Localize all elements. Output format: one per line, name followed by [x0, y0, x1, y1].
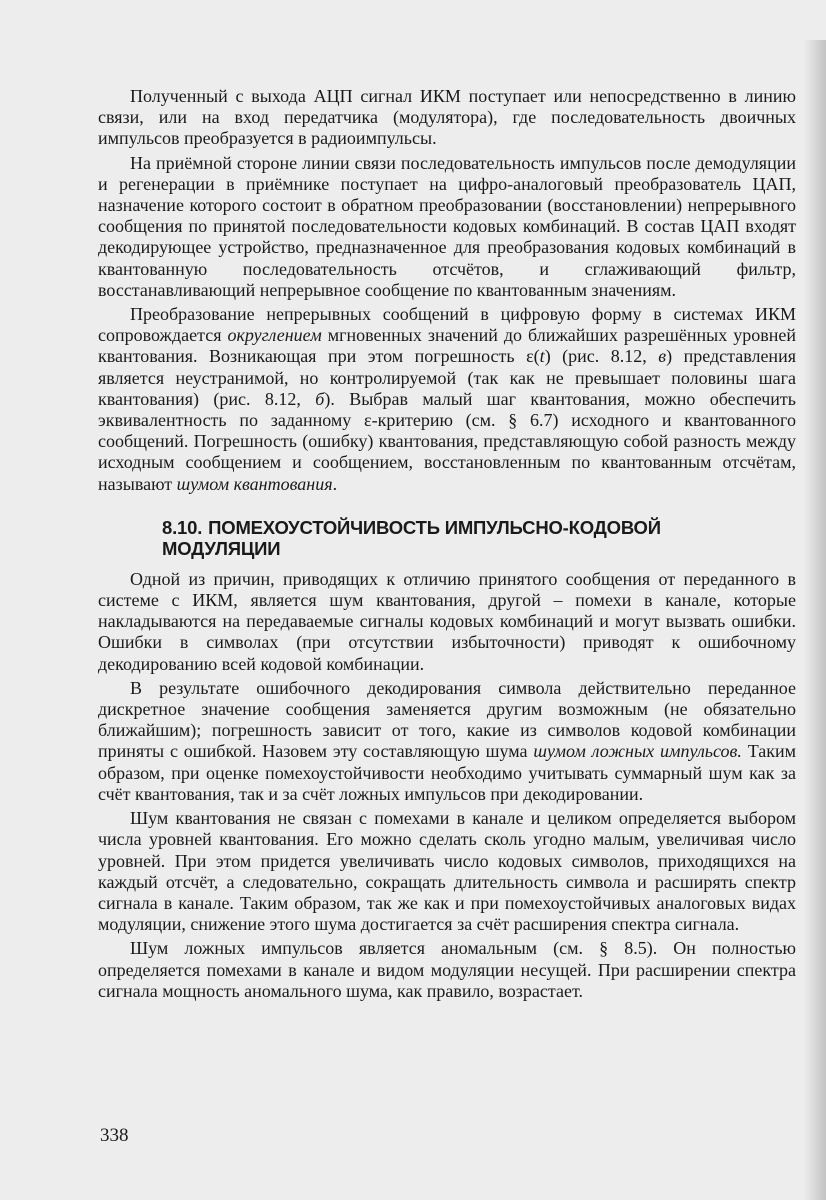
- italic-term: шумом квантования: [176, 473, 333, 494]
- text-run: Полученный с выхода АЦП сигнал ИКМ поступает или непосредственно в линию связи, или на вход передатчика (модулятора), где последовательность двоичных импульсов преобразуется в радиоимпульсы.: [98, 86, 796, 149]
- paragraph: [98, 86, 796, 150]
- page-content: [98, 86, 796, 1002]
- italic-term: шумом ложных импульсов.: [533, 741, 742, 762]
- italic-term: б: [315, 388, 325, 409]
- paragraph: [98, 304, 796, 495]
- text-run: Шум ложных импульсов является аномальным (см. § 8.5). Он полностью определяется помехами в канале и видом модуляции несущей. При расширении спектра сигнала мощность аномального шума, как правило, возрастает.: [98, 938, 796, 1001]
- text-run: Преобразование непрерывных сообщений в цифровую форму в системах ИКМ сопровождается: [98, 304, 796, 346]
- italic-term: в: [658, 346, 667, 367]
- text-run: ) представления является неустранимой, но контролируемой (так как не превышает половины шага квантования) (рис. 8.12,: [98, 346, 796, 409]
- section-title-line2: МОДУЛЯЦИИ: [162, 537, 281, 559]
- paragraph: [98, 808, 796, 935]
- section-title-line1: ПОМЕХОУСТОЙЧИВОСТЬ ИМПУЛЬСНО-КОДОВОЙ: [208, 516, 661, 538]
- italic-term: t: [539, 346, 545, 367]
- text-run: .: [332, 473, 338, 494]
- italic-term: округлением: [227, 325, 322, 346]
- scan-edge-shadow: [804, 40, 826, 1200]
- paragraphs-after-section: [98, 569, 796, 1002]
- paragraph: [98, 153, 796, 301]
- text-run: В результате ошибочного декодирования символа действительно переданное дискретное значение сообщения заменяется другим возможным (не обязательно ближайшим); погрешность зависит от того, какие из символов кодовой комбинации приняты с ошибкой. Назовем эту составляющую шума: [98, 677, 796, 762]
- paragraph: [98, 678, 796, 805]
- text-run: На приёмной стороне линии связи последовательность импульсов после демодуляции и регенерации в приёмнике поступает на цифро-аналоговый преобразователь ЦАП, назначение которого состоит в обратном преобразовании (восстановлении) непрерывного сообщения по принятой последовательности кодовых комбинаций. В состав ЦАП входят декодирующее устройство, предназначенное для преобразования кодовых комбинаций в квантованную последовательность отсчётов, и сглаживающий фильтр, восстанавливающий непрерывное сообщение по квантованным значениям.: [98, 152, 796, 300]
- section-heading: [162, 517, 796, 559]
- paragraph: [98, 569, 796, 675]
- paragraph: [98, 938, 796, 1002]
- text-run: ) (рис. 8.12,: [544, 346, 659, 367]
- text-run: Таким образом, при оценке помехоустойчивости необходимо учитывать суммарный шум как за счёт квантования, так и за счёт ложных импульсов при декодировании.: [98, 741, 797, 804]
- text-run: мгновенных значений до ближайших разрешённых уровней квантования. Возникающая при этом погрешность ε(: [98, 325, 796, 367]
- page-number: 338: [100, 1125, 129, 1146]
- section-number: 8.10.: [162, 516, 203, 538]
- paragraphs-before-section: [98, 86, 796, 495]
- text-run: Шум квантования не связан с помехами в канале и целиком определяется выбором числа уровней квантования. Его можно сделать сколь угодно малым, увеличивая число уровней. При этом придется увеличивать число кодовых символов, приходящихся на каждый отсчёт, а следовательно, сокращать длительность символа и расширять спектр сигнала в канале. Таким образом, так же как и при помехоустойчивых аналоговых видах модуляции, снижение этого шума достигается за счёт расширения спектра сигнала.: [98, 808, 796, 935]
- text-run: Одной из причин, приводящих к отличию принятого сообщения от переданного в системе с ИКМ, является шум квантования, другой – помехи в канале, которые накладываются на передаваемые сигналы кодовых комбинаций и могут вызвать ошибки. Ошибки в символах (при отсутствии избыточности) приводят к ошибочному декодированию всей кодовой комбинации.: [98, 568, 796, 674]
- text-run: ). Выбрав малый шаг квантования, можно обеспечить эквивалентность по заданному ε-критерию (см. § 6.7) исходного и квантованного сообщений. Погрешность (ошибку) квантования, представляющую собой разность между исходным сообщением и сообщением, восстановленным по квантованным отсчётам, называют: [98, 388, 796, 494]
